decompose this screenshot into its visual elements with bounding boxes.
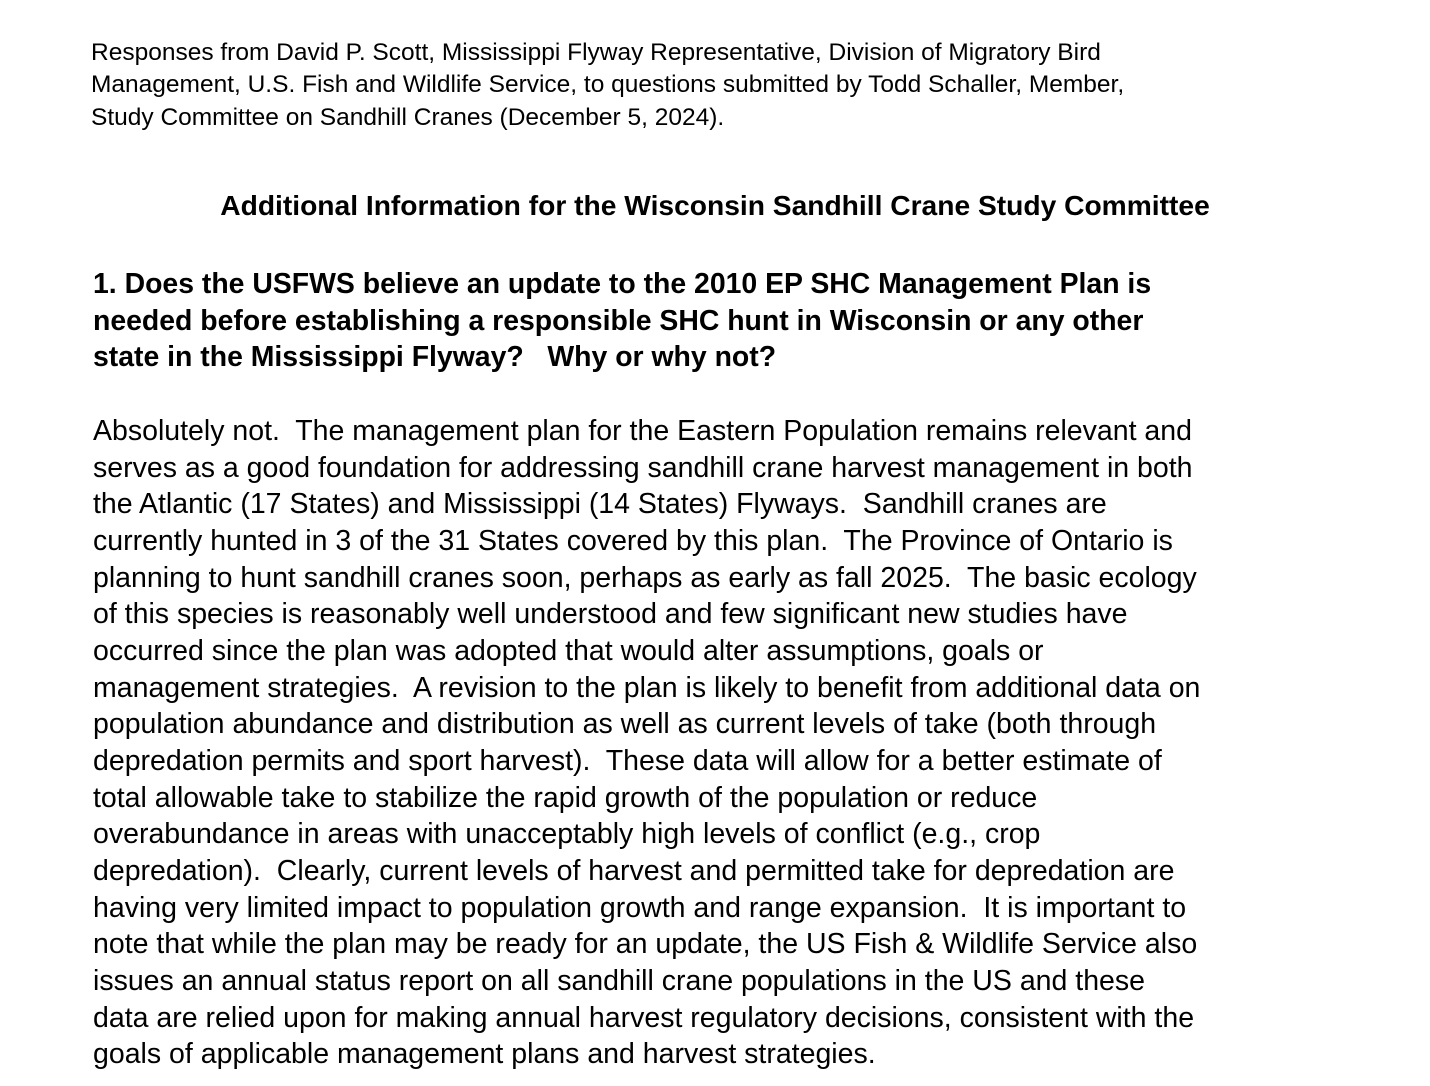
answer-line: of this species is reasonably well understood and few significant new studies have: [93, 598, 1128, 631]
answer-line: issues an annual status report on all sandhill crane populations in the US and these: [93, 964, 1146, 997]
answer-line: having very limited impact to population growth and range expansion. It is important to: [93, 891, 1187, 924]
answer-line: total allowable take to stabilize the rapid growth of the population or reduce: [93, 781, 1038, 814]
header-line: Responses from David P. Scott, Mississippi Flyway Representative, Division of Migratory Bird: [91, 39, 1101, 66]
answer-line: occurred since the plan was adopted that would alter assumptions, goals or: [93, 634, 1044, 667]
answer-line: serves as a good foundation for addressing sandhill crane harvest management in both: [93, 451, 1193, 484]
header-line: Management, U.S. Fish and Wildlife Service, to questions submitted by Todd Schaller, Member,: [91, 71, 1125, 99]
answer-line: management strategies. A revision to the plan is likely to benefit from additional data on: [93, 671, 1201, 704]
answer-line: goals of applicable management plans and harvest strategies.: [93, 1038, 876, 1071]
answer-line: currently hunted in 3 of the 31 States covered by this plan. The Province of Ontario is: [93, 524, 1173, 557]
question-1: [93, 266, 1393, 376]
document-header: [91, 37, 1351, 134]
answer-line: data are relied upon for making annual harvest regulatory decisions, consistent with the: [93, 1001, 1195, 1034]
question-line: 1. Does the USFWS believe an update to the 2010 EP SHC Management Plan is: [93, 268, 1152, 300]
document-title: Additional Information for the Wisconsin Sandhill Crane Study Committee: [220, 189, 1210, 221]
answer-line: note that while the plan may be ready for an update, the US Fish & Wildlife Service also: [93, 928, 1198, 961]
question-line: state in the Mississippi Flyway? Why or why not?: [93, 341, 777, 374]
answer-1: [93, 413, 1423, 1073]
answer-line: Absolutely not. The management plan for the Eastern Population remains relevant and: [93, 415, 1192, 447]
answer-line: depredation). Clearly, current levels of harvest and permitted take for depredation are: [93, 854, 1175, 887]
answer-line: the Atlantic (17 States) and Mississippi (14 States) Flyways. Sandhill cranes are: [93, 488, 1107, 521]
answer-line: overabundance in areas with unacceptably high levels of conflict (e.g., crop: [93, 818, 1041, 851]
header-line: Study Committee on Sandhill Cranes (December 5, 2024).: [91, 103, 725, 131]
question-line: needed before establishing a responsible SHC hunt in Wisconsin or any other: [93, 304, 1144, 337]
answer-line: population abundance and distribution as well as current levels of take (both through: [93, 708, 1157, 741]
answer-line: depredation permits and sport harvest). These data will allow for a better estimate of: [93, 744, 1162, 777]
answer-line: planning to hunt sandhill cranes soon, perhaps as early as fall 2025. The basic ecology: [93, 561, 1197, 594]
